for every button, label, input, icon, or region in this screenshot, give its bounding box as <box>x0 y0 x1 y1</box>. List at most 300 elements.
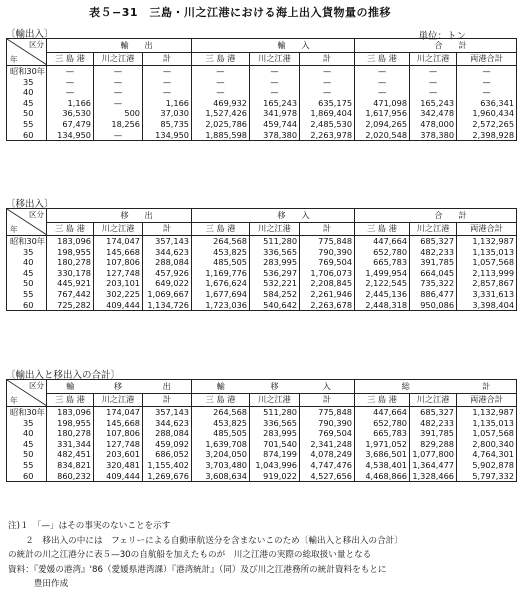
corner-kubun: 区分 <box>29 40 44 49</box>
value-cell: 4,468,866 <box>355 471 410 482</box>
year-cell: 35 <box>7 247 47 258</box>
value-cell: 331,344 <box>47 439 94 450</box>
value-cell: 288,084 <box>143 428 192 439</box>
value-cell: 482,451 <box>47 449 94 460</box>
value-cell: 1,069,667 <box>143 289 192 300</box>
value-cell: 482,233 <box>410 418 457 429</box>
year-cell: 昭和30年 <box>7 407 47 418</box>
column-header: 計 <box>143 222 192 236</box>
value-cell: 5,902,878 <box>457 460 517 471</box>
value-cell: 36,530 <box>47 108 94 119</box>
value-cell: 203,601 <box>94 449 143 460</box>
value-cell: — <box>47 66 94 77</box>
value-cell: 790,390 <box>300 247 355 258</box>
value-cell: 652,780 <box>355 247 410 258</box>
group-header: 出 <box>143 380 192 394</box>
column-header: 川之江港 <box>250 222 300 236</box>
value-cell: 1,057,568 <box>457 257 517 268</box>
value-cell: 3,703,480 <box>192 460 250 471</box>
corner-nen: 年 <box>10 396 18 405</box>
value-cell: 391,785 <box>410 428 457 439</box>
value-cell: 3,331,613 <box>457 289 517 300</box>
value-cell: 1,885,598 <box>192 130 250 141</box>
value-cell: 453,825 <box>192 418 250 429</box>
column-header: 三 島 港 <box>192 393 250 407</box>
value-cell: — <box>457 87 517 98</box>
value-cell: — <box>192 77 250 88</box>
value-cell: 1,676,624 <box>192 278 250 289</box>
table-row <box>7 289 517 300</box>
value-cell: 2,857,867 <box>457 278 517 289</box>
value-cell: 145,668 <box>94 418 143 429</box>
value-cell: 685,327 <box>410 407 457 418</box>
value-cell: 165,243 <box>410 98 457 109</box>
value-cell: — <box>192 87 250 98</box>
value-cell: 447,664 <box>355 407 410 418</box>
value-cell: — <box>94 130 143 141</box>
column-header: 両港合計 <box>457 52 517 66</box>
value-cell: 511,280 <box>250 236 300 247</box>
note-line: 注)１ 「—」はその事実のないことを示す <box>8 521 171 531</box>
value-cell: 165,243 <box>250 98 300 109</box>
group-header: 移 <box>47 209 143 223</box>
value-cell: 2,122,545 <box>355 278 410 289</box>
column-header: 三 島 港 <box>192 52 250 66</box>
group-header: 入 <box>300 39 355 53</box>
value-cell: 127,748 <box>94 268 143 279</box>
column-header: 三 島 港 <box>192 222 250 236</box>
value-cell: 2,445,136 <box>355 289 410 300</box>
year-cell: 35 <box>7 77 47 88</box>
year-cell: 35 <box>7 418 47 429</box>
column-header: 三 島 港 <box>47 52 94 66</box>
value-cell: 2,398,928 <box>457 130 517 141</box>
year-cell: 昭和30年 <box>7 236 47 247</box>
group-header: 入 <box>300 380 355 394</box>
value-cell: 685,327 <box>410 236 457 247</box>
value-cell: 357,143 <box>143 236 192 247</box>
column-header: 三 島 港 <box>355 52 410 66</box>
value-cell: 2,113,999 <box>457 268 517 279</box>
value-cell: 886,477 <box>410 289 457 300</box>
value-cell: 283,995 <box>250 257 300 268</box>
value-cell: 4,078,249 <box>300 449 355 460</box>
value-cell: 834,821 <box>47 460 94 471</box>
value-cell: 264,568 <box>192 407 250 418</box>
column-header: 川之江港 <box>410 393 457 407</box>
value-cell: 2,341,248 <box>300 439 355 450</box>
table-row <box>7 257 517 268</box>
value-cell: — <box>94 87 143 98</box>
value-cell: 1,166 <box>47 98 94 109</box>
value-cell: 1,134,726 <box>143 300 192 311</box>
value-cell: 85,735 <box>143 119 192 130</box>
value-cell: 37,030 <box>143 108 192 119</box>
column-header: 両港合計 <box>457 222 517 236</box>
value-cell: 769,504 <box>300 257 355 268</box>
column-header: 計 <box>300 222 355 236</box>
value-cell: — <box>94 77 143 88</box>
year-cell: 50 <box>7 449 47 460</box>
year-cell: 45 <box>7 439 47 450</box>
value-cell: 471,098 <box>355 98 410 109</box>
value-cell: 1,499,954 <box>355 268 410 279</box>
note-line: 豊田作成 <box>8 579 69 589</box>
value-cell: 1,869,404 <box>300 108 355 119</box>
year-cell: 45 <box>7 98 47 109</box>
value-cell: 2,208,845 <box>300 278 355 289</box>
value-cell: 1,269,676 <box>143 471 192 482</box>
value-cell: 950,086 <box>410 300 457 311</box>
value-cell: 1,135,013 <box>457 418 517 429</box>
value-cell: — <box>457 77 517 88</box>
column-header: 計 <box>143 393 192 407</box>
value-cell: 134,950 <box>143 130 192 141</box>
value-cell: 584,252 <box>250 289 300 300</box>
column-header: 両港合計 <box>457 393 517 407</box>
value-cell: 1,677,694 <box>192 289 250 300</box>
value-cell: 482,233 <box>410 247 457 258</box>
column-header: 川之江港 <box>94 222 143 236</box>
value-cell: 183,096 <box>47 407 94 418</box>
value-cell: 2,020,548 <box>355 130 410 141</box>
value-cell: 2,485,530 <box>300 119 355 130</box>
value-cell: — <box>94 98 143 109</box>
data-table <box>6 379 517 482</box>
value-cell: 459,744 <box>250 119 300 130</box>
value-cell: 1,527,426 <box>192 108 250 119</box>
column-header: 三 島 港 <box>355 222 410 236</box>
section-label: 〔移出入〕 <box>6 199 54 210</box>
value-cell: — <box>300 87 355 98</box>
table-row <box>7 108 517 119</box>
value-cell: 320,481 <box>94 460 143 471</box>
value-cell: 127,748 <box>94 439 143 450</box>
value-cell: 2,094,265 <box>355 119 410 130</box>
value-cell: 174,047 <box>94 407 143 418</box>
group-header: 出 <box>143 209 192 223</box>
group-header: 総 <box>355 380 457 394</box>
group-header: 計 <box>457 39 517 53</box>
table-row <box>7 236 517 247</box>
value-cell: 1,617,956 <box>355 108 410 119</box>
value-cell: 283,995 <box>250 428 300 439</box>
value-cell: 107,806 <box>94 257 143 268</box>
note-line: の統計の川之江港分に表５—30の自航船を加えたものが 川之江港の実際の総取扱い量となる <box>8 550 372 560</box>
value-cell: 500 <box>94 108 143 119</box>
value-cell: 2,800,340 <box>457 439 517 450</box>
table-row <box>7 471 517 482</box>
table-row <box>7 119 517 130</box>
column-header: 川之江港 <box>410 52 457 66</box>
note-line: 資料：『愛媛の港湾』'86（愛媛県港湾課）『港湾統計』（同）及び川之江港務所の統計資料をもとに <box>8 564 387 575</box>
value-cell: 203,101 <box>94 278 143 289</box>
group-header: 計 <box>457 380 517 394</box>
value-cell: 3,398,404 <box>457 300 517 311</box>
value-cell: 2,261,946 <box>300 289 355 300</box>
year-cell: 60 <box>7 300 47 311</box>
value-cell: 3,608,634 <box>192 471 250 482</box>
group-header: 計 <box>457 209 517 223</box>
group-header: 出 <box>143 39 192 53</box>
value-cell: 829,288 <box>410 439 457 450</box>
value-cell: 341,978 <box>250 108 300 119</box>
column-header: 川之江港 <box>250 393 300 407</box>
value-cell: 344,623 <box>143 418 192 429</box>
column-header: 川之江港 <box>410 222 457 236</box>
value-cell: 478,000 <box>410 119 457 130</box>
value-cell: 67,479 <box>47 119 94 130</box>
year-cell: 昭和30年 <box>7 66 47 77</box>
value-cell: — <box>250 87 300 98</box>
unit-label: 単位：トン <box>418 31 466 42</box>
value-cell: 1,155,402 <box>143 460 192 471</box>
value-cell: 919,022 <box>250 471 300 482</box>
year-cell: 40 <box>7 257 47 268</box>
value-cell: 485,505 <box>192 257 250 268</box>
value-cell: — <box>355 87 410 98</box>
group-header: 移 <box>94 380 143 394</box>
year-cell: 50 <box>7 278 47 289</box>
value-cell: 1,328,466 <box>410 471 457 482</box>
value-cell: — <box>192 66 250 77</box>
value-cell: 790,390 <box>300 418 355 429</box>
column-header: 三 島 港 <box>47 222 94 236</box>
value-cell: 725,282 <box>47 300 94 311</box>
value-cell: 664,045 <box>410 268 457 279</box>
value-cell: 775,848 <box>300 407 355 418</box>
group-header: 輸 <box>47 380 94 394</box>
value-cell: — <box>410 77 457 88</box>
value-cell: 536,297 <box>250 268 300 279</box>
year-cell: 40 <box>7 428 47 439</box>
year-cell: 55 <box>7 460 47 471</box>
column-header: 川之江港 <box>250 52 300 66</box>
group-header: 合 <box>355 39 457 53</box>
value-cell: 511,280 <box>250 407 300 418</box>
value-cell: — <box>410 66 457 77</box>
column-header: 川之江港 <box>94 52 143 66</box>
table-row <box>7 439 517 450</box>
corner-nen: 年 <box>10 55 18 64</box>
group-header: 入 <box>300 209 355 223</box>
column-header: 計 <box>143 52 192 66</box>
value-cell: 469,932 <box>192 98 250 109</box>
value-cell: 1,960,434 <box>457 108 517 119</box>
section-label: 〔輸出入〕 <box>6 29 54 40</box>
value-cell: — <box>143 87 192 98</box>
corner-cell <box>7 380 47 407</box>
value-cell: 409,444 <box>94 300 143 311</box>
value-cell: 342,478 <box>410 108 457 119</box>
table-row <box>7 87 517 98</box>
value-cell: 767,442 <box>47 289 94 300</box>
value-cell: 874,199 <box>250 449 300 460</box>
table-row <box>7 300 517 311</box>
value-cell: 2,025,786 <box>192 119 250 130</box>
value-cell: 336,565 <box>250 247 300 258</box>
year-cell: 55 <box>7 119 47 130</box>
group-header: 移 <box>192 209 300 223</box>
value-cell: 447,664 <box>355 236 410 247</box>
value-cell: 775,848 <box>300 236 355 247</box>
table-row <box>7 247 517 258</box>
value-cell: — <box>457 66 517 77</box>
group-header: 輸 <box>192 39 300 53</box>
value-cell: 2,448,318 <box>355 300 410 311</box>
value-cell: 357,143 <box>143 407 192 418</box>
value-cell: 1,364,477 <box>410 460 457 471</box>
value-cell: — <box>47 87 94 98</box>
value-cell: 264,568 <box>192 236 250 247</box>
value-cell: 5,797,332 <box>457 471 517 482</box>
corner-kubun: 区分 <box>29 210 44 219</box>
corner-nen: 年 <box>10 225 18 234</box>
value-cell: 378,380 <box>250 130 300 141</box>
value-cell: 1,135,013 <box>457 247 517 258</box>
table-row <box>7 460 517 471</box>
table-row <box>7 130 517 141</box>
value-cell: 635,175 <box>300 98 355 109</box>
value-cell: 735,322 <box>410 278 457 289</box>
value-cell: 636,341 <box>457 98 517 109</box>
note-line: ２ 移出入の中には フェリーによる自動車航送分を含まないこのため〔輸出入と移出入の合計〕 <box>8 535 403 546</box>
value-cell: 769,504 <box>300 428 355 439</box>
value-cell: — <box>300 77 355 88</box>
value-cell: 198,955 <box>47 418 94 429</box>
value-cell: 860,232 <box>47 471 94 482</box>
value-cell: 665,783 <box>355 257 410 268</box>
value-cell: 1,706,073 <box>300 268 355 279</box>
value-cell: 1,723,036 <box>192 300 250 311</box>
value-cell: 180,278 <box>47 257 94 268</box>
year-cell: 45 <box>7 268 47 279</box>
value-cell: 302,225 <box>94 289 143 300</box>
year-cell: 40 <box>7 87 47 98</box>
value-cell: 4,538,401 <box>355 460 410 471</box>
value-cell: 1,077,800 <box>410 449 457 460</box>
value-cell: 1,971,052 <box>355 439 410 450</box>
corner-kubun: 区分 <box>29 381 44 390</box>
data-table <box>6 208 517 311</box>
value-cell: 344,623 <box>143 247 192 258</box>
table-row <box>7 407 517 418</box>
year-cell: 50 <box>7 108 47 119</box>
column-header: 計 <box>300 393 355 407</box>
value-cell: 1,132,987 <box>457 407 517 418</box>
value-cell: 532,221 <box>250 278 300 289</box>
value-cell: 1,132,987 <box>457 236 517 247</box>
value-cell: 1,166 <box>143 98 192 109</box>
value-cell: 649,022 <box>143 278 192 289</box>
value-cell: — <box>355 77 410 88</box>
value-cell: 701,540 <box>250 439 300 450</box>
value-cell: 665,783 <box>355 428 410 439</box>
column-header: 川之江港 <box>94 393 143 407</box>
value-cell: — <box>410 87 457 98</box>
value-cell: 686,052 <box>143 449 192 460</box>
value-cell: 183,096 <box>47 236 94 247</box>
group-header: 輸 <box>47 39 143 53</box>
table-row <box>7 428 517 439</box>
value-cell: 1,169,776 <box>192 268 250 279</box>
value-cell: 1,057,568 <box>457 428 517 439</box>
table-row <box>7 77 517 88</box>
group-header: 移 <box>250 380 300 394</box>
column-header: 計 <box>300 52 355 66</box>
value-cell: — <box>300 66 355 77</box>
value-cell: 174,047 <box>94 236 143 247</box>
table-title: 表５−31 三島・川之江港における海上出入貨物量の推移 <box>88 6 392 19</box>
corner-cell <box>7 39 47 66</box>
value-cell: 107,806 <box>94 428 143 439</box>
value-cell: 445,921 <box>47 278 94 289</box>
value-cell: 330,178 <box>47 268 94 279</box>
value-cell: — <box>250 77 300 88</box>
value-cell: 1,043,996 <box>250 460 300 471</box>
section-label: 〔輸出入と移出入の合計〕 <box>6 370 121 381</box>
value-cell: 134,950 <box>47 130 94 141</box>
value-cell: — <box>250 66 300 77</box>
value-cell: 4,764,301 <box>457 449 517 460</box>
column-header: 三 島 港 <box>355 393 410 407</box>
value-cell: 2,572,265 <box>457 119 517 130</box>
value-cell: — <box>143 77 192 88</box>
value-cell: 180,278 <box>47 428 94 439</box>
value-cell: 288,084 <box>143 257 192 268</box>
value-cell: — <box>94 66 143 77</box>
value-cell: 457,926 <box>143 268 192 279</box>
value-cell: 391,785 <box>410 257 457 268</box>
table-row <box>7 268 517 279</box>
value-cell: 4,747,476 <box>300 460 355 471</box>
value-cell: 3,204,050 <box>192 449 250 460</box>
year-cell: 55 <box>7 289 47 300</box>
value-cell: 540,642 <box>250 300 300 311</box>
value-cell: 336,565 <box>250 418 300 429</box>
value-cell: 409,444 <box>94 471 143 482</box>
value-cell: 378,380 <box>410 130 457 141</box>
column-header: 三 島 港 <box>47 393 94 407</box>
table-row <box>7 98 517 109</box>
value-cell: 1,639,708 <box>192 439 250 450</box>
year-cell: 60 <box>7 471 47 482</box>
value-cell: 145,668 <box>94 247 143 258</box>
group-header: 輸 <box>192 380 250 394</box>
value-cell: 3,686,501 <box>355 449 410 460</box>
year-cell: 60 <box>7 130 47 141</box>
value-cell: 18,256 <box>94 119 143 130</box>
notes <box>8 519 476 592</box>
value-cell: 2,263,978 <box>300 130 355 141</box>
corner-cell <box>7 209 47 236</box>
table-row <box>7 66 517 77</box>
table-row <box>7 278 517 289</box>
value-cell: 2,263,678 <box>300 300 355 311</box>
table-row <box>7 449 517 460</box>
value-cell: 4,527,656 <box>300 471 355 482</box>
data-table <box>6 38 517 141</box>
value-cell: 652,780 <box>355 418 410 429</box>
group-header: 合 <box>355 209 457 223</box>
value-cell: — <box>47 77 94 88</box>
value-cell: 459,092 <box>143 439 192 450</box>
value-cell: — <box>355 66 410 77</box>
value-cell: 485,505 <box>192 428 250 439</box>
table-row <box>7 418 517 429</box>
value-cell: — <box>143 66 192 77</box>
value-cell: 453,825 <box>192 247 250 258</box>
